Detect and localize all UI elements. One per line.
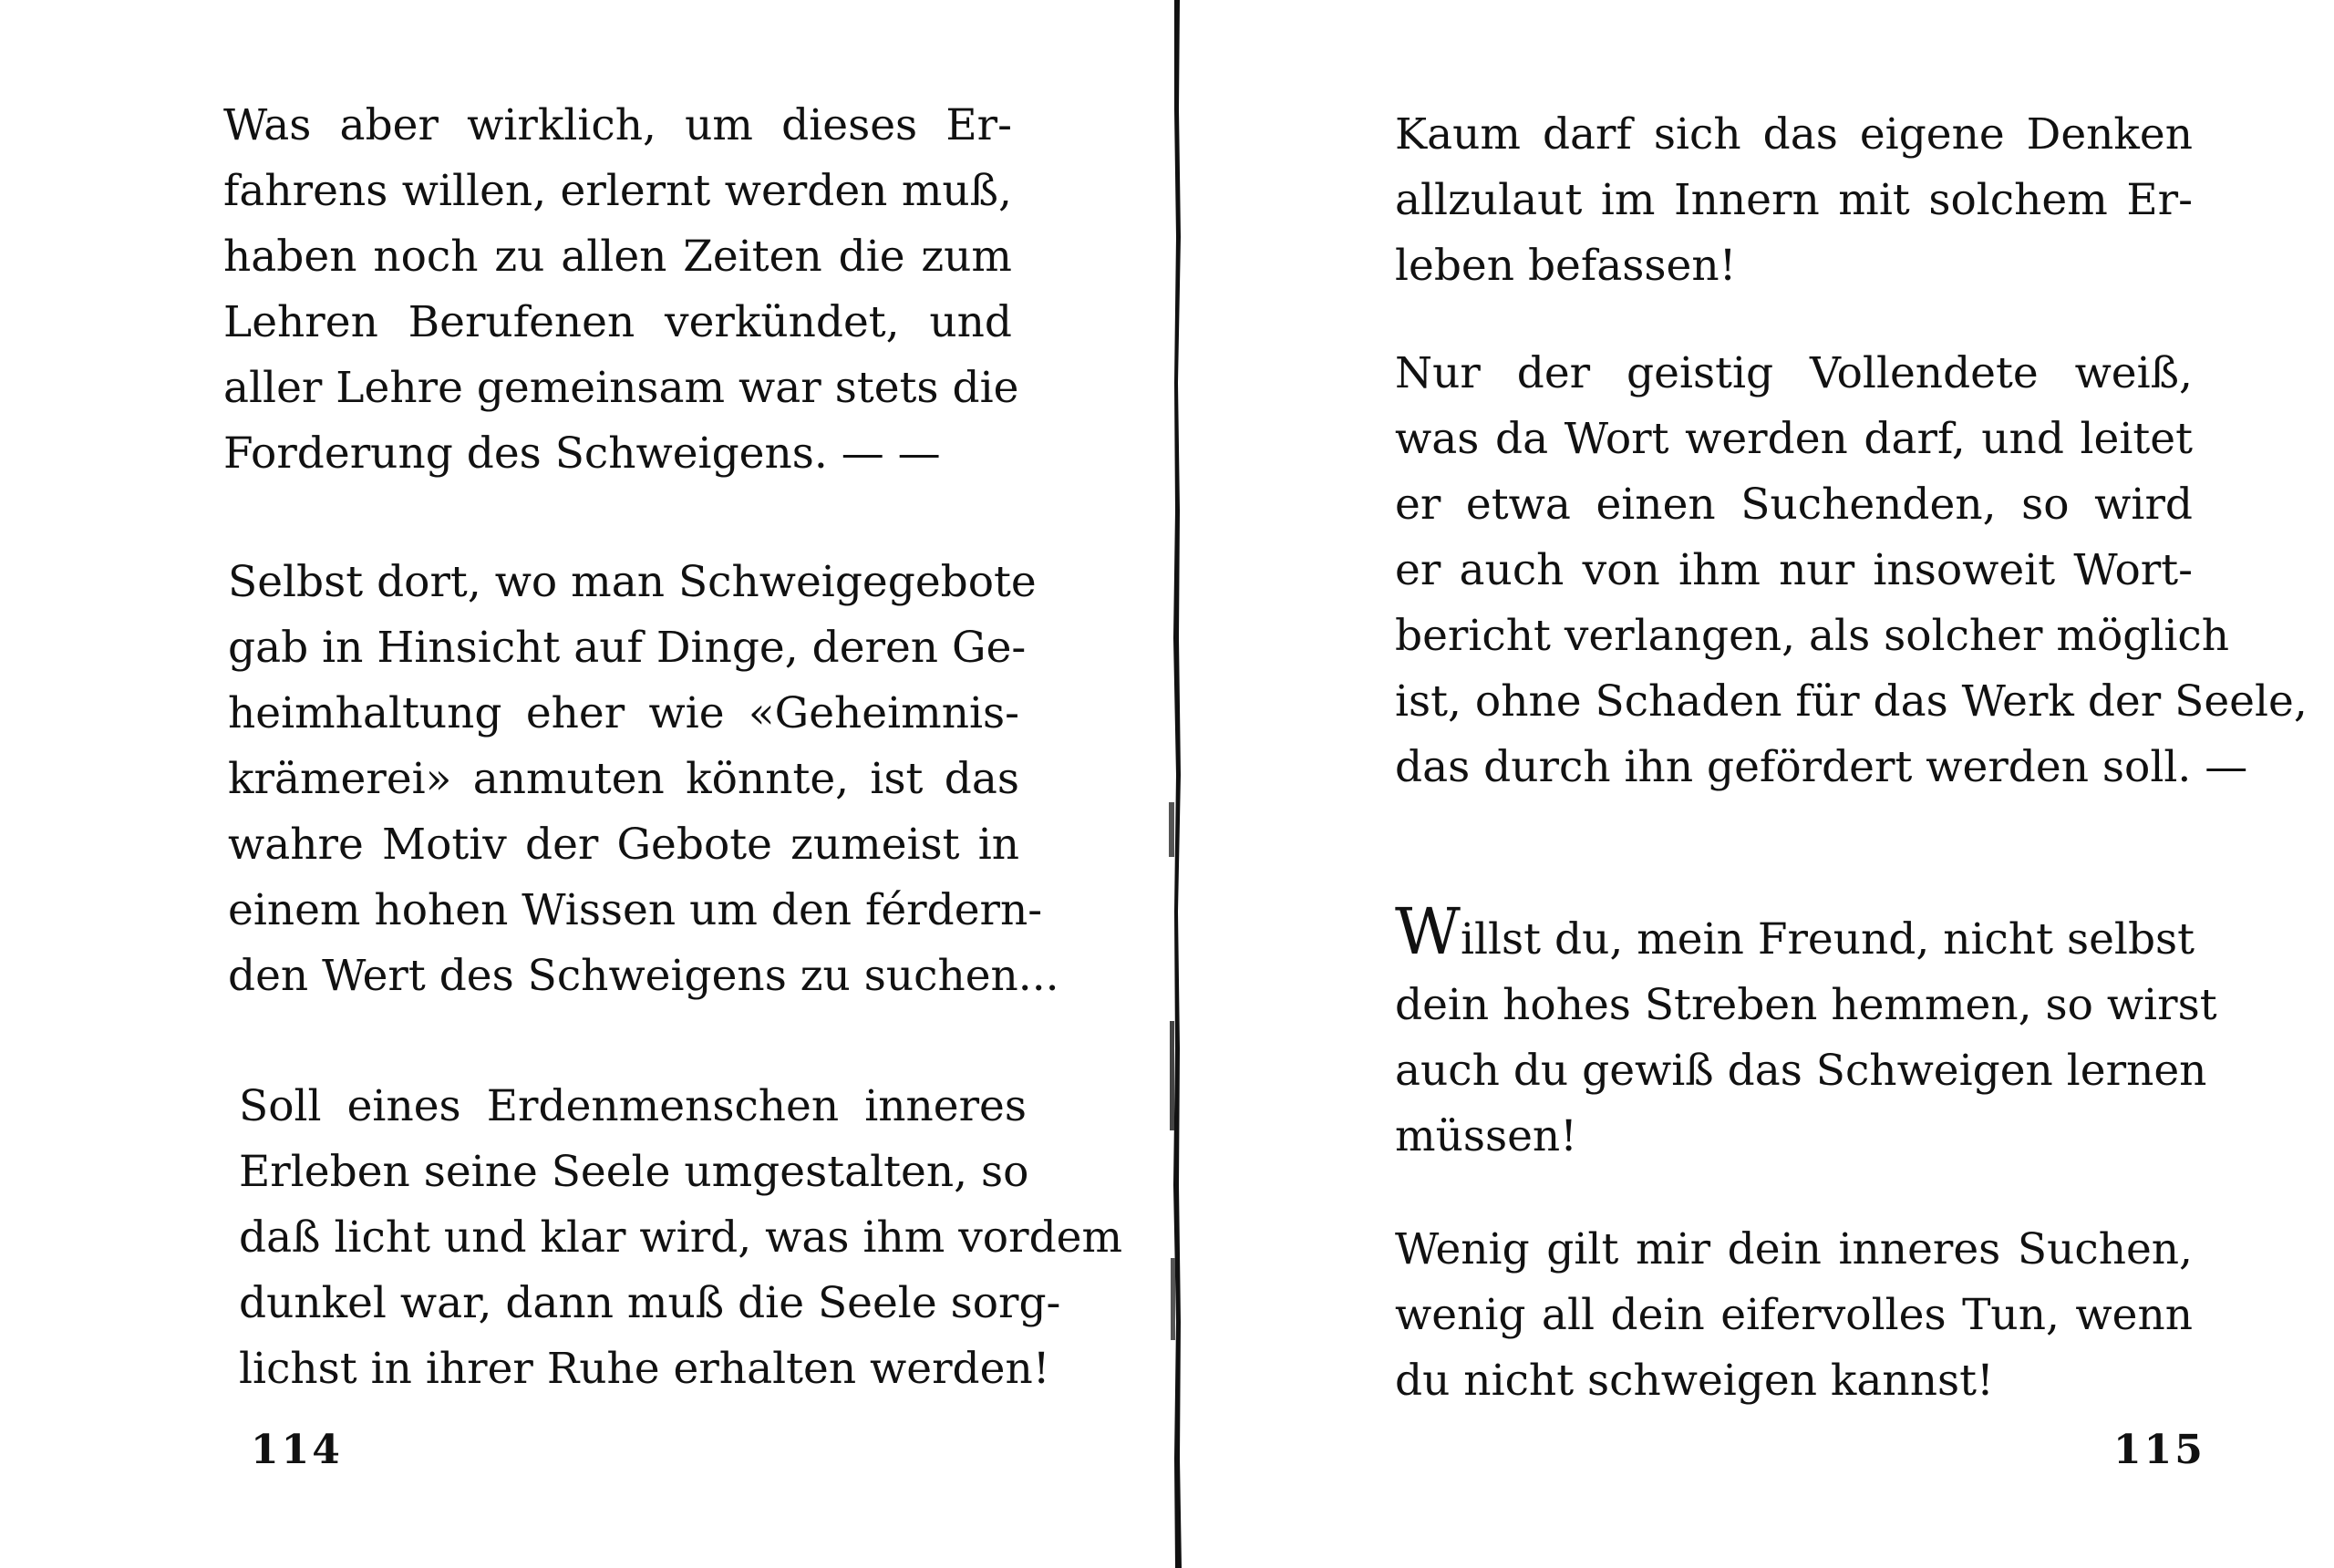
text-line: er auch von ihm nur insoweit Wort- [1395,545,2193,595]
text-line: Kaum darf sich das eigene Denken [1395,109,2193,160]
text-line: Wenig gilt mir dein inneres Suchen, [1395,1224,2193,1274]
text-line: Lehren Berufenen verkündet, und [223,297,1012,347]
text-line: aller Lehre gemeinsam war stets die [223,363,1019,413]
page-number: 114 [251,1427,343,1473]
text-line: das durch ihn gefördert werden soll. — [1395,742,2248,792]
text-line: Selbst dort, wo man Schweigegebote [228,557,1037,607]
page-number: 115 [2113,1427,2205,1473]
text-line: Forderung des Schweigens. — — [223,428,941,479]
text-line: bericht verlangen, als solcher möglich [1395,611,2230,661]
paragraph [1395,102,2193,299]
drop-cap: W [1395,894,1461,969]
text-line: auch du gewiß das Schweigen lernen [1395,1046,2207,1096]
text-line: den Wert des Schweigens zu suchen... [228,951,1059,1001]
text-line: dunkel war, dann muß die Seele sorg- [239,1278,1061,1328]
text-line: heimhaltung eher wie «Geheimnis- [228,688,1019,738]
book-gutter [1167,0,1187,1568]
text-line: was da Wort werden darf, und leitet [1395,414,2193,464]
paragraph [239,1074,1123,1402]
text-line: lichst in ihrer Ruhe erhalten werden! [239,1344,1050,1394]
paragraph [223,93,1019,487]
paragraph [228,550,1059,1009]
text-line: müssen! [1395,1111,1578,1161]
text-line-rest: illst du, mein Freund, nicht selbst [1460,914,2195,965]
text-line: Soll eines Erdenmenschen inneres [239,1081,1027,1131]
text-line: daß licht und klar wird, was ihm vordem [239,1212,1123,1263]
text-line: du nicht schweigen kannst! [1395,1356,1994,1406]
text-line [1395,894,2195,973]
text-line: leben befassen! [1395,241,1737,291]
text-line: wahre Motiv der Gebote zumeist in [228,820,1019,870]
text-line: ist, ohne Schaden für das Werk der Seele, [1395,676,2308,727]
text-line: einem hohen Wissen um den férdern- [228,885,1043,935]
right-page [1185,0,2334,1568]
paragraph [1395,341,2308,800]
text-line: krämerei» anmuten könnte, ist das [228,754,1019,804]
text-line: Nur der geistig Vollendete weiß, [1395,348,2193,398]
text-line: dein hohes Streben hemmen, so wirst [1395,980,2217,1030]
text-line: fahrens willen, erlernt werden muß, [223,166,1012,216]
text-line: Was aber wirklich, um dieses Er- [223,100,1012,150]
text-line: haben noch zu allen Zeiten die zum [223,232,1012,282]
text-line: er etwa einen Suchenden, so wird [1395,480,2193,530]
text-line: Erleben seine Seele umgestalten, so [239,1147,1029,1197]
paragraph [1395,1217,2193,1414]
paragraph [1395,894,2217,1170]
text-line: allzulaut im Innern mit solchem Er- [1395,175,2193,225]
text-line: wenig all dein eifervolles Tun, wenn [1395,1290,2193,1340]
text-line: gab in Hinsicht auf Dinge, deren Ge- [228,623,1027,673]
